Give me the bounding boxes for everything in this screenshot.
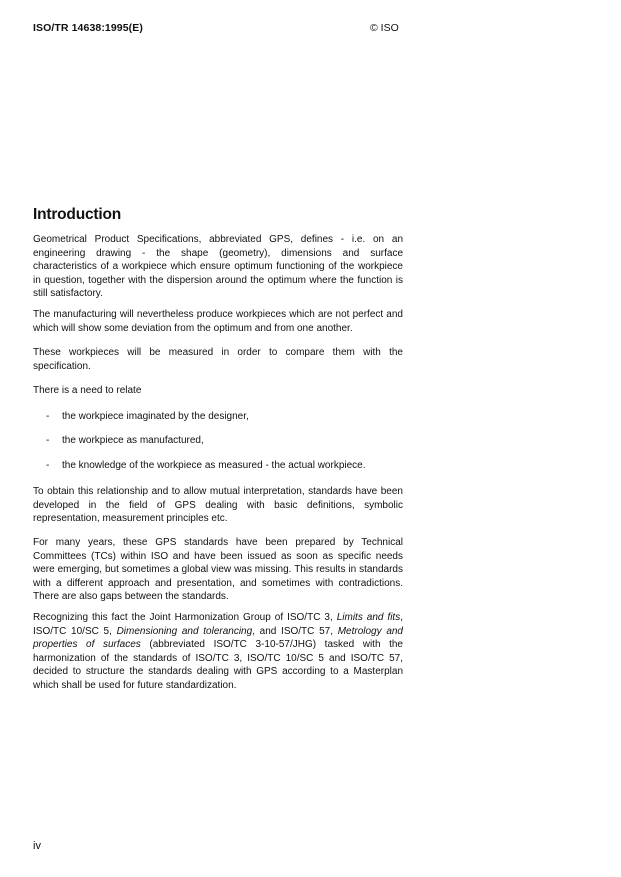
copyright-notice: © ISO [370,22,399,34]
harmonization-text-2: , ISO/TC 10/SC 5, [33,612,403,637]
metrology-title: Metrology and properties of surfaces [33,625,403,651]
harmonization-text-1: Recognizing this fact the Joint Harmonization Group of ISO/TC 3, [33,612,337,623]
bullet-dash: - [46,460,50,471]
bullet-text: the workpiece imaginated by the designer, [62,411,249,422]
bullet-item [46,459,366,473]
bullet-dash: - [46,435,50,446]
harmonization-text-4: (abbreviated ISO/TC 3-10-57/JHG) tasked with the harmonization of the standards of ISO/TC 3, ISO/TC 10/SC 5 and ISO/TC 57, decided to structure the standards dealing with GPS according to a Masterplan which shall be used for future standardization. [33,639,403,691]
paragraph-history: For many years, these GPS standards have been prepared by Technical Committees (TCs) within ISO and have been issued as soon as specific needs were emerging, but sometimes a global view was missing. This results in standards with a different approach and presentation, and sometimes with contradictions. There are also gaps between the standards. [33,537,403,603]
paragraph-manufacturing: The manufacturing will nevertheless produce workpieces which are not perfect and which will show some deviation from the optimum and from one another. [33,309,403,334]
paragraph-relationship: To obtain this relationship and to allow mutual interpretation, standards have been developed in the field of GPS dealing with basic definitions, symbolic representation, measurement principles etc. [33,486,403,525]
paragraph-measurement: These workpieces will be measured in order to compare them with the specification. [33,347,403,372]
page-number: iv [33,840,41,852]
dimensioning-title: Dimensioning and tolerancing [116,625,253,637]
bullet-item [46,434,204,448]
document-identifier: ISO/TR 14638:1995(E) [33,22,143,34]
paragraph-gps-definition: Geometrical Product Specifications, abbreviated GPS, defines - i.e. on an engineering drawing - the shape (geometry), dimensions and surface characteristics of a workpiece which ensure optimum functioning of the workpiece in question, together with the dispersion around the optimum where the function is still satisfactory. [33,234,403,300]
paragraph-need-to-relate: There is a need to relate [33,385,142,396]
limits-and-fits-title: Limits and fits [336,612,401,623]
section-title: Introduction [33,206,121,223]
bullet-dash: - [46,411,50,422]
bullet-text: the knowledge of the workpiece as measured - the actual workpiece. [62,460,366,471]
paragraph-harmonization [33,611,403,693]
bullet-item [46,410,249,424]
harmonization-text-3: , and ISO/TC 57, [252,625,338,637]
bullet-text: the workpiece as manufactured, [62,435,204,446]
